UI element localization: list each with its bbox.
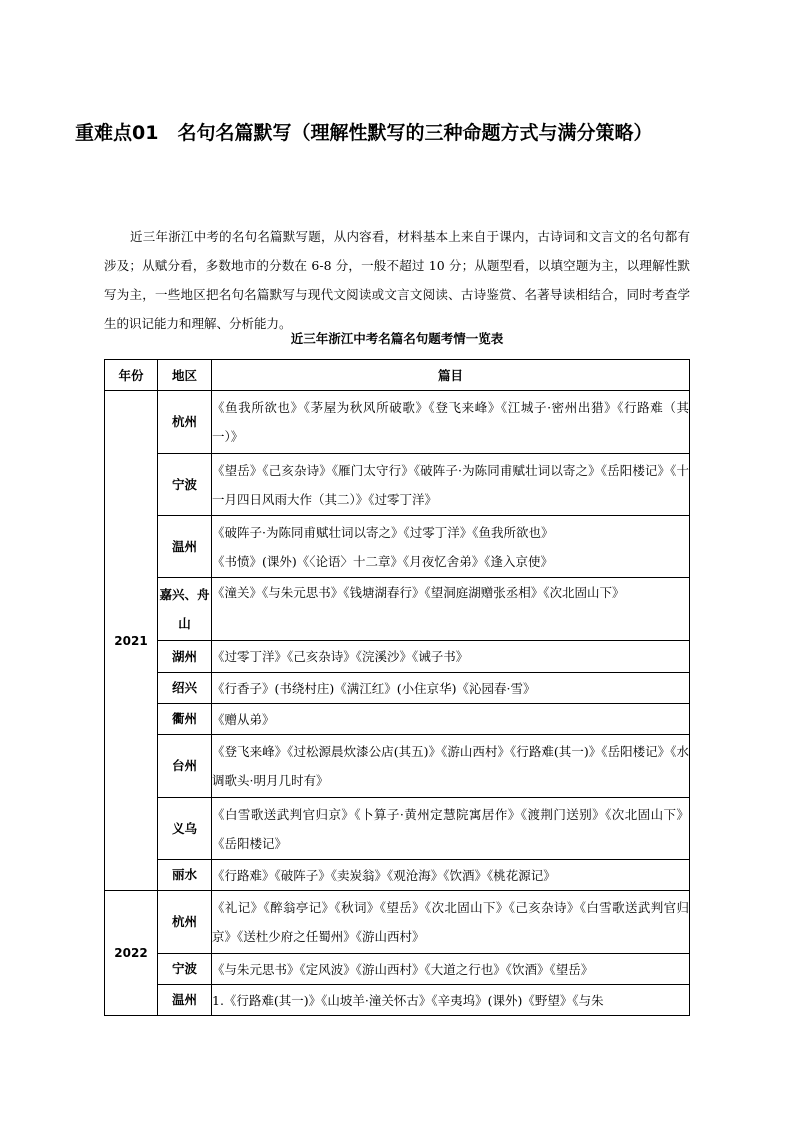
table-row: [105, 735, 690, 798]
region-cell: 衢州: [158, 704, 212, 735]
table-row: [105, 704, 690, 735]
table-row: [105, 891, 690, 954]
table-row: [105, 391, 690, 454]
region-cell: 丽水: [158, 860, 212, 891]
titles-line: 《书愤》(课外)《〈论语〉十二章》《月夜忆舍弟》《逢入京使》: [212, 553, 554, 569]
titles-cell: 1.《行路难(其一)》《山坡羊·潼关怀古》《辛夷坞》(课外)《野望》《与朱: [212, 985, 690, 1016]
titles-cell: 《望岳》《己亥杂诗》《雁门太守行》《破阵子·为陈同甫赋壮词以寄之》《岳阳楼记》《十一月四日风雨大作（其二）》《过零丁洋》: [212, 454, 690, 516]
intro-paragraph: 近三年浙江中考的名句名篇默写题，从内容看，材料基本上来自于课内，古诗词和文言文的名句都有涉及；从赋分看，多数地市的分数在 6-8 分，一般不超过 10 分；从题型看，以填空题为主，以理解性默写为主，一些地区把名句名篇默写与现代文阅读或文言文阅读、古诗鉴赏、名著导读相结合，同时考查学生的识记能力和理解、分析能力。: [104, 228, 690, 331]
region-cell: 温州: [158, 516, 212, 578]
table-title: 近三年浙江中考名篇名句题考情一览表: [290, 331, 504, 346]
titles-cell: [212, 516, 690, 578]
year-cell: 2021: [105, 391, 158, 891]
titles-cell: 《过零丁洋》《己亥杂诗》《浣溪沙》《诫子书》: [212, 641, 690, 673]
titles-cell: 《鱼我所欲也》《茅屋为秋风所破歌》《登飞来峰》《江城子·密州出猎》《行路难（其一）》: [212, 391, 690, 454]
region-cell: 嘉兴、舟山: [158, 578, 212, 641]
titles-cell: 《行路难》《破阵子》《卖炭翁》《观沧海》《饮酒》《桃花源记》: [212, 860, 690, 891]
titles-cell: 《行香子》(书绕村庄)《满江红》(小住京华)《沁园春·雪》: [212, 673, 690, 704]
header-titles: 篇目: [212, 360, 690, 391]
table-row: [105, 954, 690, 985]
table-row: [105, 798, 690, 860]
table-row: [105, 673, 690, 704]
table-row: [105, 516, 690, 578]
table-row: [105, 641, 690, 673]
region-cell: 绍兴: [158, 673, 212, 704]
titles-cell: 《赠从弟》: [212, 704, 690, 735]
table-row: [105, 985, 690, 1016]
titles-cell: 《与朱元思书》《定风波》《游山西村》《大道之行也》《饮酒》《望岳》: [212, 954, 690, 985]
header-year: 年份: [105, 360, 158, 391]
titles-cell: 《登飞来峰》《过松源晨炊漆公店(其五)》《游山西村》《行路难(其一)》《岳阳楼记》《水调歌头·明月几时有》: [212, 735, 690, 798]
region-cell: 义乌: [158, 798, 212, 860]
region-cell: 宁波: [158, 954, 212, 985]
table-header-row: [105, 360, 690, 391]
titles-cell: 《白雪歌送武判官归京》《卜算子·黄州定慧院寓居作》《渡荆门送别》《次北固山下》《岳阳楼记》: [212, 798, 690, 860]
page-title: 重难点01 名句名篇默写（理解性默写的三种命题方式与满分策略）: [75, 122, 653, 144]
exam-survey-table: [104, 359, 690, 1016]
region-cell: 台州: [158, 735, 212, 798]
titles-cell: 《礼记》《醉翁亭记》《秋词》《望岳》《次北固山下》《己亥杂诗》《白雪歌送武判官归京》《送杜少府之任蜀州》《游山西村》: [212, 891, 690, 954]
region-cell: 宁波: [158, 454, 212, 516]
table-row: [105, 578, 690, 641]
year-cell: 2022: [105, 891, 158, 1016]
region-cell: 湖州: [158, 641, 212, 673]
titles-line: 《破阵子·为陈同甫赋壮词以寄之》《过零丁洋》《鱼我所欲也》: [212, 524, 554, 540]
region-cell: 杭州: [158, 891, 212, 954]
region-cell: 杭州: [158, 391, 212, 454]
table-row: [105, 454, 690, 516]
table-row: [105, 860, 690, 891]
titles-cell: 《潼关》《与朱元思书》《钱塘湖春行》《望洞庭湖赠张丞相》《次北固山下》: [212, 578, 690, 641]
region-cell: 温州: [158, 985, 212, 1016]
header-region: 地区: [158, 360, 212, 391]
